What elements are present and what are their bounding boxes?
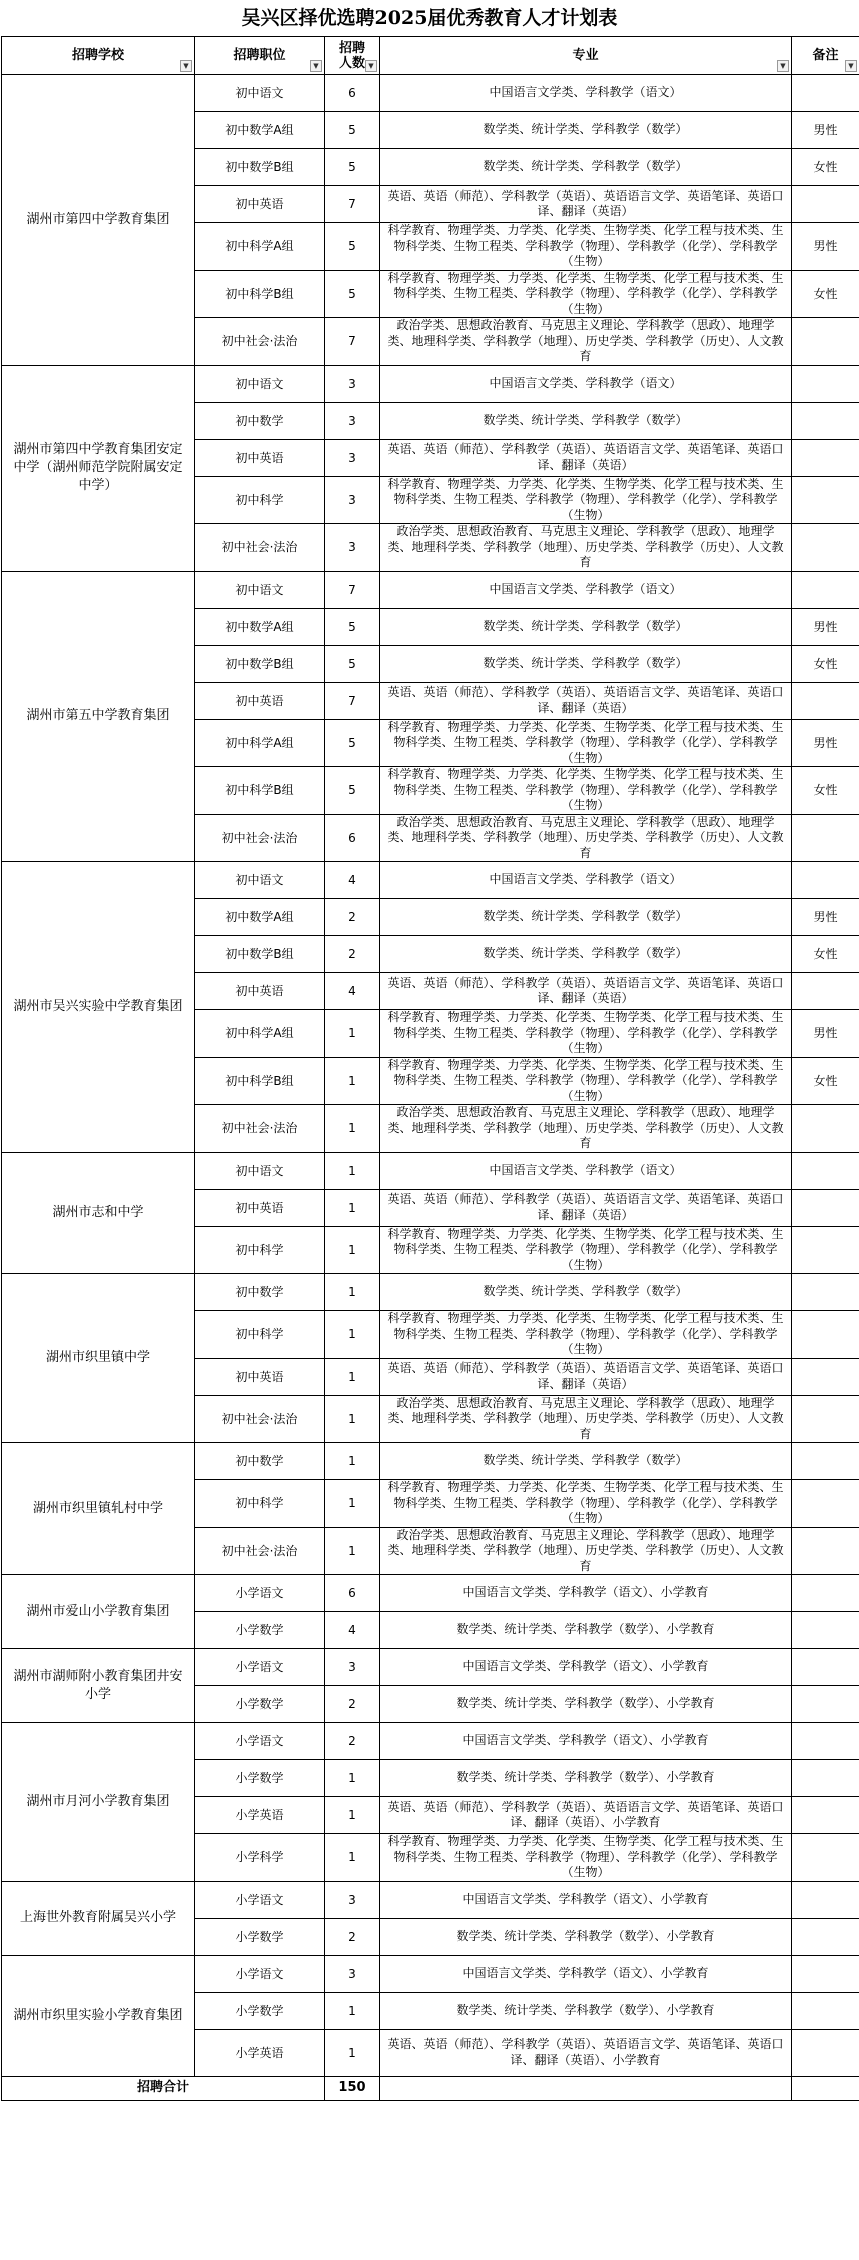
note-cell — [792, 1105, 859, 1153]
school-name-cell: 湖州市第五中学教育集团 — [2, 571, 195, 862]
major-cell: 数学类、统计学类、学科教学（数学） — [380, 645, 792, 682]
note-cell — [792, 1797, 859, 1834]
major-cell: 中国语言文学类、学科教学（语文）、小学教育 — [380, 1649, 792, 1686]
filter-dropdown-icon[interactable]: ▼ — [180, 60, 192, 72]
count-cell: 5 — [325, 223, 380, 271]
page-title: 吴兴区择优选聘2025届优秀教育人才计划表 — [241, 7, 618, 29]
note-cell — [792, 2029, 859, 2076]
major-cell: 政治学类、思想政治教育、马克思主义理论、学科教学（思政）、地理学类、地理科学类、学科教学（地理）、历史学类、学科教学（历史）、人文教育 — [380, 1395, 792, 1443]
count-cell: 6 — [325, 814, 380, 862]
position-cell: 小学数学 — [195, 1918, 325, 1955]
position-cell: 初中数学A组 — [195, 899, 325, 936]
position-cell: 初中科学B组 — [195, 270, 325, 318]
school-name-cell: 湖州市志和中学 — [2, 1152, 195, 1274]
table-row — [2, 1575, 859, 1612]
note-cell: 女性 — [792, 149, 859, 186]
note-cell — [792, 1881, 859, 1918]
table-row — [2, 862, 859, 899]
count-cell: 3 — [325, 365, 380, 402]
major-cell: 数学类、统计学类、学科教学（数学）、小学教育 — [380, 1992, 792, 2029]
position-cell: 初中科学 — [195, 1311, 325, 1359]
school-name-cell: 湖州市织里镇轧村中学 — [2, 1443, 195, 1575]
note-cell — [792, 75, 859, 112]
count-cell: 1 — [325, 1226, 380, 1274]
header-row — [2, 37, 859, 75]
count-cell: 7 — [325, 318, 380, 366]
table-row — [2, 1723, 859, 1760]
position-cell: 初中数学 — [195, 402, 325, 439]
position-cell: 初中数学 — [195, 1274, 325, 1311]
table-row — [2, 1274, 859, 1311]
count-cell: 5 — [325, 719, 380, 767]
position-cell: 初中英语 — [195, 439, 325, 476]
major-cell: 科学教育、物理学类、力学类、化学类、生物学类、化学工程与技术类、生物科学类、生物工程类、学科教学（物理）、学科教学（化学）、学科教学（生物） — [380, 270, 792, 318]
count-cell: 1 — [325, 1274, 380, 1311]
note-cell: 女性 — [792, 1057, 859, 1105]
major-cell: 数学类、统计学类、学科教学（数学） — [380, 1443, 792, 1480]
major-cell: 政治学类、思想政治教育、马克思主义理论、学科教学（思政）、地理学类、地理科学类、学科教学（地理）、历史学类、学科教学（历史）、人文教育 — [380, 1527, 792, 1575]
major-cell: 数学类、统计学类、学科教学（数学） — [380, 899, 792, 936]
count-cell: 5 — [325, 608, 380, 645]
count-cell: 3 — [325, 476, 380, 524]
major-cell: 政治学类、思想政治教育、马克思主义理论、学科教学（思政）、地理学类、地理科学类、学科教学（地理）、历史学类、学科教学（历史）、人文教育 — [380, 524, 792, 572]
major-cell: 英语、英语（师范）、学科教学（英语）、英语语言文学、英语笔译、英语口译、翻译（英语） — [380, 186, 792, 223]
major-cell: 英语、英语（师范）、学科教学（英语）、英语语言文学、英语笔译、英语口译、翻译（英语） — [380, 682, 792, 719]
table-row — [2, 1955, 859, 1992]
note-cell — [792, 318, 859, 366]
note-cell — [792, 524, 859, 572]
note-cell — [792, 186, 859, 223]
position-cell: 初中语文 — [195, 1152, 325, 1189]
major-cell: 数学类、统计学类、学科教学（数学）、小学教育 — [380, 1686, 792, 1723]
count-cell: 1 — [325, 1311, 380, 1359]
note-cell — [792, 1955, 859, 1992]
header-note: 备注 ▼ — [792, 37, 859, 75]
count-cell: 1 — [325, 1010, 380, 1058]
count-cell: 1 — [325, 1358, 380, 1395]
note-cell: 男性 — [792, 899, 859, 936]
filter-dropdown-icon[interactable]: ▼ — [365, 60, 377, 72]
major-cell: 英语、英语（师范）、学科教学（英语）、英语语言文学、英语笔译、英语口译、翻译（英语）、小学教育 — [380, 2029, 792, 2076]
count-cell: 1 — [325, 1527, 380, 1575]
school-name-cell: 湖州市月河小学教育集团 — [2, 1723, 195, 1882]
position-cell: 小学英语 — [195, 2029, 325, 2076]
position-cell: 初中社会·法治 — [195, 814, 325, 862]
count-cell: 2 — [325, 1723, 380, 1760]
major-cell: 数学类、统计学类、学科教学（数学） — [380, 402, 792, 439]
major-cell: 数学类、统计学类、学科教学（数学） — [380, 936, 792, 973]
count-cell: 5 — [325, 112, 380, 149]
position-cell: 初中数学A组 — [195, 112, 325, 149]
note-cell: 女性 — [792, 936, 859, 973]
major-cell: 中国语言文学类、学科教学（语文） — [380, 365, 792, 402]
note-cell: 女性 — [792, 767, 859, 815]
count-cell: 6 — [325, 1575, 380, 1612]
note-cell — [792, 365, 859, 402]
count-cell: 1 — [325, 1992, 380, 2029]
major-cell: 科学教育、物理学类、力学类、化学类、生物学类、化学工程与技术类、生物科学类、生物工程类、学科教学（物理）、学科教学（化学）、学科教学（生物） — [380, 223, 792, 271]
note-cell — [792, 439, 859, 476]
major-cell: 英语、英语（师范）、学科教学（英语）、英语语言文学、英语笔译、英语口译、翻译（英语） — [380, 439, 792, 476]
major-cell: 英语、英语（师范）、学科教学（英语）、英语语言文学、英语笔译、英语口译、翻译（英语） — [380, 973, 792, 1010]
position-cell: 初中社会·法治 — [195, 524, 325, 572]
count-cell: 2 — [325, 1918, 380, 1955]
note-cell — [792, 1686, 859, 1723]
major-cell: 科学教育、物理学类、力学类、化学类、生物学类、化学工程与技术类、生物科学类、生物工程类、学科教学（物理）、学科教学（化学）、学科教学（生物） — [380, 1834, 792, 1882]
position-cell: 小学数学 — [195, 1760, 325, 1797]
total-major-cell — [380, 2076, 792, 2100]
major-cell: 中国语言文学类、学科教学（语文）、小学教育 — [380, 1575, 792, 1612]
table-row — [2, 365, 859, 402]
count-cell: 1 — [325, 1189, 380, 1226]
major-cell: 科学教育、物理学类、力学类、化学类、生物学类、化学工程与技术类、生物科学类、生物工程类、学科教学（物理）、学科教学（化学）、学科教学（生物） — [380, 1057, 792, 1105]
note-cell: 女性 — [792, 270, 859, 318]
count-cell: 2 — [325, 899, 380, 936]
position-cell: 初中社会·法治 — [195, 318, 325, 366]
position-cell: 初中社会·法治 — [195, 1395, 325, 1443]
table-row — [2, 1152, 859, 1189]
major-cell: 中国语言文学类、学科教学（语文） — [380, 862, 792, 899]
count-cell: 7 — [325, 682, 380, 719]
count-cell: 5 — [325, 149, 380, 186]
filter-dropdown-icon[interactable]: ▼ — [845, 60, 857, 72]
count-cell: 1 — [325, 1395, 380, 1443]
total-note-cell — [792, 2076, 859, 2100]
count-cell: 1 — [325, 2029, 380, 2076]
table-row — [2, 1443, 859, 1480]
note-cell — [792, 1992, 859, 2029]
major-cell: 中国语言文学类、学科教学（语文）、小学教育 — [380, 1955, 792, 1992]
count-cell: 4 — [325, 862, 380, 899]
header-count: 招聘人数 ▼ — [325, 37, 380, 75]
table-row — [2, 1881, 859, 1918]
note-cell: 男性 — [792, 112, 859, 149]
note-cell — [792, 1649, 859, 1686]
position-cell: 小学数学 — [195, 1686, 325, 1723]
position-cell: 小学语文 — [195, 1723, 325, 1760]
count-cell: 1 — [325, 1760, 380, 1797]
count-cell: 1 — [325, 1834, 380, 1882]
note-cell — [792, 1760, 859, 1797]
position-cell: 初中数学B组 — [195, 645, 325, 682]
header-position: 招聘职位 ▼ — [195, 37, 325, 75]
note-cell — [792, 1834, 859, 1882]
school-name-cell: 上海世外教育附属吴兴小学 — [2, 1881, 195, 1955]
header-school: 招聘学校 ▼ — [2, 37, 195, 75]
count-cell: 3 — [325, 1881, 380, 1918]
count-cell: 2 — [325, 936, 380, 973]
major-cell: 英语、英语（师范）、学科教学（英语）、英语语言文学、英语笔译、英语口译、翻译（英语） — [380, 1358, 792, 1395]
major-cell: 数学类、统计学类、学科教学（数学）、小学教育 — [380, 1918, 792, 1955]
major-cell: 科学教育、物理学类、力学类、化学类、生物学类、化学工程与技术类、生物科学类、生物工程类、学科教学（物理）、学科教学（化学）、学科教学（生物） — [380, 476, 792, 524]
school-name-cell: 湖州市第四中学教育集团 — [2, 75, 195, 366]
school-name-cell: 湖州市湖师附小教育集团井安小学 — [2, 1649, 195, 1723]
note-cell — [792, 1226, 859, 1274]
major-cell: 数学类、统计学类、学科教学（数学）、小学教育 — [380, 1760, 792, 1797]
count-cell: 1 — [325, 1480, 380, 1528]
major-cell: 中国语言文学类、学科教学（语文）、小学教育 — [380, 1723, 792, 1760]
position-cell: 初中英语 — [195, 973, 325, 1010]
position-cell: 初中英语 — [195, 1358, 325, 1395]
school-name-cell: 湖州市第四中学教育集团安定中学（湖州师范学院附属安定中学） — [2, 365, 195, 571]
position-cell: 初中社会·法治 — [195, 1105, 325, 1153]
position-cell: 初中科学A组 — [195, 719, 325, 767]
note-cell — [792, 973, 859, 1010]
position-cell: 初中科学A组 — [195, 223, 325, 271]
major-cell: 英语、英语（师范）、学科教学（英语）、英语语言文学、英语笔译、英语口译、翻译（英语）、小学教育 — [380, 1797, 792, 1834]
position-cell: 初中数学B组 — [195, 149, 325, 186]
position-cell: 初中社会·法治 — [195, 1527, 325, 1575]
count-cell: 5 — [325, 645, 380, 682]
major-cell: 数学类、统计学类、学科教学（数学） — [380, 608, 792, 645]
note-cell — [792, 1443, 859, 1480]
note-cell: 男性 — [792, 719, 859, 767]
count-cell: 4 — [325, 1612, 380, 1649]
count-cell: 6 — [325, 75, 380, 112]
position-cell: 初中科学 — [195, 1480, 325, 1528]
total-row — [2, 2076, 859, 2100]
position-cell: 初中科学A组 — [195, 1010, 325, 1058]
position-cell: 初中科学 — [195, 476, 325, 524]
position-cell: 小学英语 — [195, 1797, 325, 1834]
header-major: 专业 ▼ — [380, 37, 792, 75]
count-cell: 5 — [325, 270, 380, 318]
count-cell: 1 — [325, 1797, 380, 1834]
major-cell: 政治学类、思想政治教育、马克思主义理论、学科教学（思政）、地理学类、地理科学类、学科教学（地理）、历史学类、学科教学（历史）、人文教育 — [380, 1105, 792, 1153]
note-cell — [792, 1358, 859, 1395]
note-cell — [792, 1612, 859, 1649]
note-cell — [792, 1189, 859, 1226]
count-cell: 5 — [325, 767, 380, 815]
count-cell: 1 — [325, 1443, 380, 1480]
major-cell: 政治学类、思想政治教育、马克思主义理论、学科教学（思政）、地理学类、地理科学类、学科教学（地理）、历史学类、学科教学（历史）、人文教育 — [380, 318, 792, 366]
count-cell: 3 — [325, 402, 380, 439]
note-cell: 女性 — [792, 645, 859, 682]
major-cell: 英语、英语（师范）、学科教学（英语）、英语语言文学、英语笔译、英语口译、翻译（英语） — [380, 1189, 792, 1226]
school-name-cell: 湖州市织里实验小学教育集团 — [2, 1955, 195, 2076]
major-cell: 中国语言文学类、学科教学（语文）、小学教育 — [380, 1881, 792, 1918]
count-cell: 3 — [325, 439, 380, 476]
major-cell: 政治学类、思想政治教育、马克思主义理论、学科教学（思政）、地理学类、地理科学类、学科教学（地理）、历史学类、学科教学（历史）、人文教育 — [380, 814, 792, 862]
position-cell: 小学语文 — [195, 1575, 325, 1612]
position-cell: 小学语文 — [195, 1955, 325, 1992]
note-cell — [792, 476, 859, 524]
school-name-cell: 湖州市爱山小学教育集团 — [2, 1575, 195, 1649]
count-cell: 2 — [325, 1686, 380, 1723]
position-cell: 小学数学 — [195, 1992, 325, 2029]
major-cell: 数学类、统计学类、学科教学（数学） — [380, 112, 792, 149]
major-cell: 数学类、统计学类、学科教学（数学） — [380, 149, 792, 186]
school-name-cell: 湖州市吴兴实验中学教育集团 — [2, 862, 195, 1153]
note-cell — [792, 1575, 859, 1612]
note-cell: 男性 — [792, 1010, 859, 1058]
note-cell — [792, 402, 859, 439]
major-cell: 科学教育、物理学类、力学类、化学类、生物学类、化学工程与技术类、生物科学类、生物工程类、学科教学（物理）、学科教学（化学）、学科教学（生物） — [380, 767, 792, 815]
position-cell: 初中语文 — [195, 571, 325, 608]
position-cell: 初中英语 — [195, 1189, 325, 1226]
note-cell: 男性 — [792, 223, 859, 271]
count-cell: 3 — [325, 1955, 380, 1992]
major-cell: 科学教育、物理学类、力学类、化学类、生物学类、化学工程与技术类、生物科学类、生物工程类、学科教学（物理）、学科教学（化学）、学科教学（生物） — [380, 1010, 792, 1058]
major-cell: 中国语言文学类、学科教学（语文） — [380, 1152, 792, 1189]
major-cell: 科学教育、物理学类、力学类、化学类、生物学类、化学工程与技术类、生物科学类、生物工程类、学科教学（物理）、学科教学（化学）、学科教学（生物） — [380, 1480, 792, 1528]
position-cell: 初中语文 — [195, 365, 325, 402]
note-cell — [792, 1480, 859, 1528]
note-cell — [792, 1918, 859, 1955]
recruitment-table — [1, 36, 859, 2101]
count-cell: 3 — [325, 1649, 380, 1686]
count-cell: 1 — [325, 1105, 380, 1153]
major-cell: 中国语言文学类、学科教学（语文） — [380, 571, 792, 608]
position-cell: 初中科学B组 — [195, 767, 325, 815]
position-cell: 小学语文 — [195, 1881, 325, 1918]
major-cell: 数学类、统计学类、学科教学（数学） — [380, 1274, 792, 1311]
note-cell — [792, 571, 859, 608]
position-cell: 初中科学B组 — [195, 1057, 325, 1105]
note-cell — [792, 862, 859, 899]
position-cell: 初中语文 — [195, 75, 325, 112]
position-cell: 小学数学 — [195, 1612, 325, 1649]
note-cell — [792, 814, 859, 862]
count-cell: 7 — [325, 186, 380, 223]
count-cell: 1 — [325, 1057, 380, 1105]
count-cell: 1 — [325, 1152, 380, 1189]
count-cell: 3 — [325, 524, 380, 572]
major-cell: 中国语言文学类、学科教学（语文） — [380, 75, 792, 112]
table-row — [2, 1649, 859, 1686]
position-cell: 初中科学 — [195, 1226, 325, 1274]
total-count: 150 — [325, 2076, 380, 2100]
filter-dropdown-icon[interactable]: ▼ — [310, 60, 322, 72]
note-cell — [792, 1527, 859, 1575]
school-name-cell: 湖州市织里镇中学 — [2, 1274, 195, 1443]
note-cell — [792, 1395, 859, 1443]
count-cell: 4 — [325, 973, 380, 1010]
filter-dropdown-icon[interactable]: ▼ — [777, 60, 789, 72]
total-label: 招聘合计 — [2, 2076, 325, 2100]
note-cell — [792, 1311, 859, 1359]
position-cell: 初中数学B组 — [195, 936, 325, 973]
major-cell: 科学教育、物理学类、力学类、化学类、生物学类、化学工程与技术类、生物科学类、生物工程类、学科教学（物理）、学科教学（化学）、学科教学（生物） — [380, 1226, 792, 1274]
count-cell: 7 — [325, 571, 380, 608]
note-cell — [792, 1152, 859, 1189]
position-cell: 初中数学 — [195, 1443, 325, 1480]
table-row — [2, 571, 859, 608]
position-cell: 初中英语 — [195, 682, 325, 719]
note-cell — [792, 1274, 859, 1311]
position-cell: 小学语文 — [195, 1649, 325, 1686]
note-cell — [792, 1723, 859, 1760]
major-cell: 科学教育、物理学类、力学类、化学类、生物学类、化学工程与技术类、生物科学类、生物工程类、学科教学（物理）、学科教学（化学）、学科教学（生物） — [380, 1311, 792, 1359]
position-cell: 初中语文 — [195, 862, 325, 899]
position-cell: 初中数学A组 — [195, 608, 325, 645]
position-cell: 小学科学 — [195, 1834, 325, 1882]
table-row — [2, 75, 859, 112]
major-cell: 科学教育、物理学类、力学类、化学类、生物学类、化学工程与技术类、生物科学类、生物工程类、学科教学（物理）、学科教学（化学）、学科教学（生物） — [380, 719, 792, 767]
note-cell — [792, 682, 859, 719]
position-cell: 初中英语 — [195, 186, 325, 223]
major-cell: 数学类、统计学类、学科教学（数学）、小学教育 — [380, 1612, 792, 1649]
note-cell: 男性 — [792, 608, 859, 645]
